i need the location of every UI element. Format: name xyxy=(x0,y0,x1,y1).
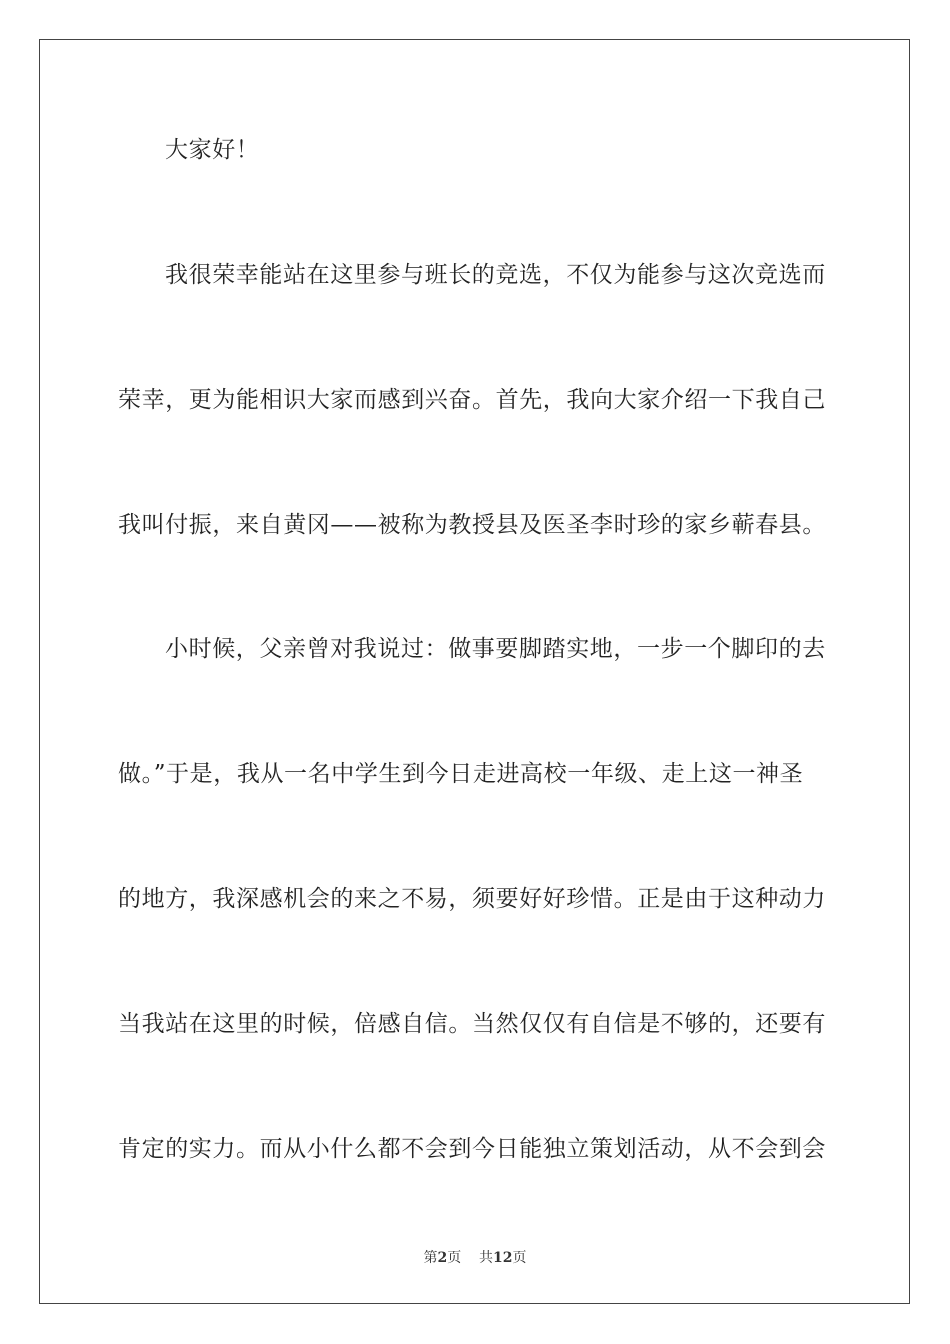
text-line: 当我站在这里的时候，倍感自信。当然仅仅有自信是不够的，还要有 xyxy=(118,1011,826,1037)
page-border xyxy=(39,39,910,1304)
page-prefix: 第 xyxy=(423,1250,438,1266)
page-suffix: 页 xyxy=(447,1250,462,1266)
text-line: 荣幸，更为能相识大家而感到兴奋。首先，我向大家介绍一下我自己 xyxy=(118,387,826,413)
text-line: 小时候，父亲曾对我说过：做事要脚踏实地，一步一个脚印的去 xyxy=(165,636,826,662)
total-suffix: 页 xyxy=(512,1250,527,1266)
text-line: 的地方，我深感机会的来之不易，须要好好珍惜。正是由于这种动力 xyxy=(118,886,826,912)
page-footer xyxy=(0,1249,950,1267)
total-prefix: 共 xyxy=(479,1250,494,1266)
text-line: 我很荣幸能站在这里参与班长的竞选，不仅为能参与这次竞选而 xyxy=(165,262,826,288)
text-line: 肯定的实力。而从小什么都不会到今日能独立策划活动，从不会到会 xyxy=(118,1136,826,1162)
text-line: 我叫付振，来自黄冈——被称为教授县及医圣李时珍的家乡蕲春县。 xyxy=(118,512,826,538)
greeting-line: 大家好！ xyxy=(165,137,260,163)
page-current: 2 xyxy=(437,1250,448,1266)
page-total: 12 xyxy=(493,1250,513,1266)
text-line: 做。”于是，我从一名中学生到今日走进高校一年级、走上这一神圣 xyxy=(118,761,804,787)
